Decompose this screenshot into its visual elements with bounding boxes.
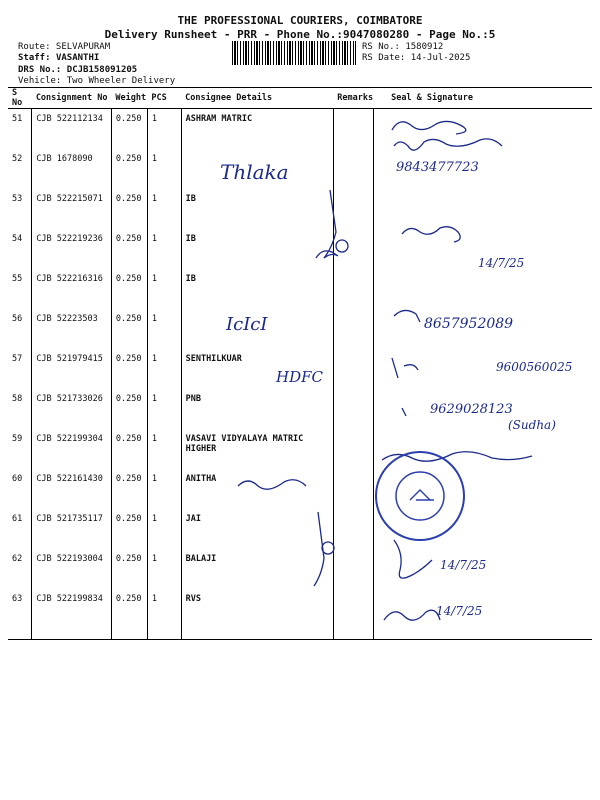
row-sno: 57 (8, 349, 32, 389)
row-weight: 0.250 (111, 429, 147, 469)
row-consignee-details: JAI (181, 509, 333, 549)
signature-58 (402, 408, 406, 416)
row-consignee-details: IB (181, 229, 333, 269)
row-consignee-details: RVS (181, 589, 333, 640)
vehicle-label: Vehicle: Two Wheeler Delivery (18, 76, 176, 86)
row-pcs: 1 (147, 189, 181, 229)
row-consignment-no: CJB 52223503 (32, 309, 112, 349)
row-sno: 55 (8, 269, 32, 309)
row-consignment-no: CJB 1678090 (32, 149, 112, 189)
row-sno: 52 (8, 149, 32, 189)
handwritten-56-phone: 8657952089 (424, 316, 514, 332)
drs-number: DCJB158091205 (66, 65, 138, 75)
row-weight: 0.250 (111, 549, 147, 589)
row-consignment-no: CJB 521733026 (32, 389, 112, 429)
row-consignee-details: SENTHILKUAR (181, 349, 333, 389)
row-consignment-no: CJB 522219236 (32, 229, 112, 269)
row-consignment-no: CJB 522112134 (32, 109, 112, 150)
row-pcs: 1 (147, 229, 181, 269)
row-sno: 54 (8, 229, 32, 269)
col-remarks: Remarks (333, 88, 373, 109)
row-sno: 62 (8, 549, 32, 589)
col-pcs: PCS (147, 88, 181, 109)
row-consignment-no: CJB 522161430 (32, 469, 112, 509)
row-pcs: 1 (147, 589, 181, 640)
row-sno: 53 (8, 189, 32, 229)
row-consignee-details: IB (181, 269, 333, 309)
row-consignment-no: CJB 522199304 (32, 429, 112, 469)
row-sno: 63 (8, 589, 32, 640)
col-sno: S No (8, 88, 32, 109)
row-weight: 0.250 (111, 589, 147, 640)
handwritten-62-date: 14/7/25 (440, 558, 487, 572)
row-pcs: 1 (147, 109, 181, 150)
row-pcs: 1 (147, 429, 181, 469)
row-consignment-no: CJB 521735117 (32, 509, 112, 549)
signature-63 (384, 610, 440, 620)
row-pcs: 1 (147, 389, 181, 429)
row-weight: 0.250 (111, 309, 147, 349)
signature-56 (394, 310, 420, 322)
row-consignment-no: CJB 522193004 (32, 549, 112, 589)
runsheet-subtitle: Delivery Runsheet - PRR - Phone No.:9047080280 - Page No.:5 (104, 28, 496, 41)
row-weight: 0.250 (111, 109, 147, 150)
row-consignment-no: CJB 521979415 (32, 349, 112, 389)
signature-62 (394, 540, 432, 578)
row-weight: 0.250 (111, 469, 147, 509)
row-pcs: 1 (147, 269, 181, 309)
row-pcs: 1 (147, 309, 181, 349)
row-sno: 60 (8, 469, 32, 509)
row-weight: 0.250 (111, 229, 147, 269)
row-pcs: 1 (147, 469, 181, 509)
row-consignee-details: VASAVI VIDYALAYA MATRIC HIGHER (181, 429, 333, 469)
company-stamp (376, 452, 464, 540)
company-title: THE PROFESSIONAL COURIERS, COIMBATORE (177, 14, 423, 27)
staff-label: Staff: (18, 53, 51, 63)
row-weight: 0.250 (111, 149, 147, 189)
signature-60-ink (238, 480, 306, 489)
row-consignee-details: IB (181, 189, 333, 229)
handwritten-58-phone: 9629028123 (430, 402, 513, 417)
tick-53-55 (316, 190, 338, 258)
signature-57 (392, 358, 418, 378)
row-pcs: 1 (147, 549, 181, 589)
handwritten-58-name: (Sudha) (508, 418, 556, 432)
count-circle-2 (322, 542, 334, 554)
handwritten-57-consignee: HDFC (276, 368, 323, 386)
row-consignee-details: BALAJI (181, 549, 333, 589)
row-pcs: 1 (147, 509, 181, 549)
col-seal-signature: Seal & Signature (373, 88, 592, 109)
drs-label: DRS No.: (18, 65, 62, 75)
row-weight: 0.250 (111, 269, 147, 309)
col-consignment: Consignment No (32, 88, 112, 109)
row-sno: 51 (8, 109, 32, 150)
signature-52 (394, 139, 502, 150)
handwritten-57-phone: 9600560025 (496, 360, 573, 374)
row-pcs: 1 (147, 349, 181, 389)
handwritten-54-date: 14/7/25 (478, 256, 525, 270)
count-circle-3 (336, 240, 348, 252)
signature-51 (392, 121, 466, 134)
row-weight: 0.250 (111, 189, 147, 229)
row-weight: 0.250 (111, 389, 147, 429)
row-consignment-no: CJB 522199834 (32, 589, 112, 640)
row-sno: 61 (8, 509, 32, 549)
row-pcs: 1 (147, 149, 181, 189)
handwritten-52-consignee: Thlaka (220, 160, 289, 184)
row-weight: 0.250 (111, 349, 147, 389)
handwritten-56-consignee: IcIcI (226, 314, 268, 335)
row-consignee-details: ANITHA (181, 469, 333, 509)
handwritten-63-date: 14/7/25 (436, 604, 483, 618)
row-consignee-details: PNB (181, 389, 333, 429)
handwritten-52-phone: 9843477723 (396, 160, 479, 175)
rs-number: RS No.: 1580912 (362, 42, 444, 52)
col-weight: Weight (111, 88, 147, 109)
row-sno: 58 (8, 389, 32, 429)
col-consignee: Consignee Details (181, 88, 333, 109)
signature-54 (402, 227, 460, 242)
row-sno: 56 (8, 309, 32, 349)
row-weight: 0.250 (111, 509, 147, 549)
row-consignment-no: CJB 522216316 (32, 269, 112, 309)
signature-59 (382, 452, 532, 461)
row-sno: 59 (8, 429, 32, 469)
route-label: Route: SELVAPURAM (18, 42, 111, 52)
staff-name: VASANTHI (55, 53, 100, 63)
row-consignee-details: ASHRAM MATRIC (181, 109, 333, 150)
rs-date: RS Date: 14-Jul-2025 (362, 53, 471, 63)
row-consignment-no: CJB 522215071 (32, 189, 112, 229)
